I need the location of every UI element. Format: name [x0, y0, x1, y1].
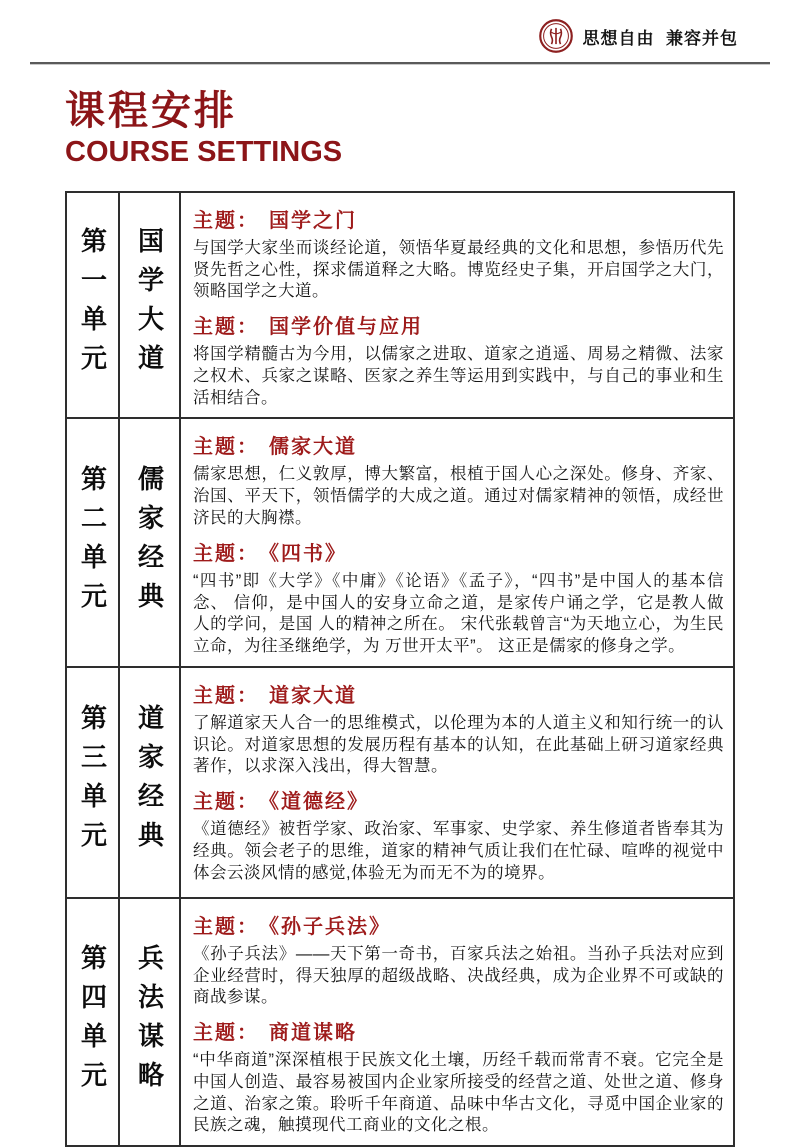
- topic-title: 《四书》: [269, 542, 347, 565]
- header: [0, 0, 800, 54]
- topic-title: 道家大道: [269, 684, 357, 707]
- header-motto: 思想自由 兼容并包: [582, 28, 738, 48]
- unit-label: 第一单元: [77, 227, 108, 384]
- unit-cell: [67, 419, 120, 665]
- unit-cell: [67, 193, 120, 418]
- content-cell: [181, 668, 733, 897]
- topic-title: 儒家大道: [269, 436, 357, 459]
- topic-heading: [193, 679, 724, 708]
- topic-label: 主题：: [193, 791, 259, 814]
- topic-label: 主题：: [193, 209, 259, 232]
- topic-heading: [193, 1016, 724, 1045]
- topic-block: [193, 910, 724, 1009]
- table-row: [67, 193, 733, 420]
- category-cell: [120, 193, 181, 418]
- page-title: 课程安排: [65, 89, 237, 133]
- unit-label: 第二单元: [77, 464, 108, 621]
- topic-label: 主题：: [193, 542, 259, 565]
- topic-body: 儒家思想，仁义敦厚，博大繁富，根植于国人心之深处。修身、齐家、治国、平天下，领悟儒学的大成之道。通过对儒家精神的领悟，成经世济民的大胸襟。: [193, 465, 724, 528]
- topic-heading: [193, 785, 724, 814]
- title-block: [0, 65, 800, 169]
- category-label: 国学大道: [134, 227, 165, 384]
- content-cell: [181, 419, 733, 665]
- topic-title: 商道谋略: [269, 1022, 357, 1045]
- unit-label: 第三单元: [77, 704, 108, 861]
- table-row: [67, 899, 733, 1145]
- topic-title: 国学价值与应用: [269, 316, 423, 339]
- category-cell: [120, 419, 181, 665]
- category-cell: [120, 668, 181, 897]
- topic-body: 《孙子兵法》——天下第一奇书，百家兵法之始祖。当孙子兵法对应到企业经营时，得天独厚的超级战略、决战经典，成为企业界不可或缺的商战参谋。: [193, 944, 724, 1007]
- topic-heading: [193, 204, 724, 233]
- table-row: [67, 419, 733, 667]
- topic-body: 与国学大家坐而谈经论道，领悟华夏最经典的文化和思想，参悟历代先贤先哲之心性，探求儒道释之大略。博览经史子集，开启国学之大门，领略国学之大道。: [193, 238, 724, 301]
- topic-label: 主题：: [193, 316, 259, 339]
- topic-heading: [193, 310, 724, 339]
- topic-heading: [193, 910, 724, 939]
- category-cell: [120, 899, 181, 1145]
- topic-block: [193, 310, 724, 409]
- topic-label: 主题：: [193, 915, 259, 938]
- topic-heading: [193, 537, 724, 566]
- category-label: 儒家经典: [134, 464, 165, 621]
- topic-block: [193, 1016, 724, 1137]
- topic-body: 将国学精髓古为今用，以儒家之进取、道家之逍遥、周易之精微、法家之权术、兵家之谋略、医家之养生等运用到实践中，与自己的事业和生活相结合。: [193, 345, 724, 407]
- topic-label: 主题：: [193, 436, 259, 459]
- topic-body: 了解道家天人合一的思维模式，以伦理为本的人道主义和知行统一的认识论。对道家思想的发展历程有基本的认知，在此基础上研习道家经典著作，以求深入浅出，得大智慧。: [193, 713, 724, 776]
- topic-block: [193, 679, 724, 778]
- topic-block: [193, 204, 724, 303]
- category-label: 兵法谋略: [134, 944, 165, 1101]
- topic-body: “四书”即《大学》《中庸》《论语》《孟子》，“四书”是中国人的基本信念、 信仰，是中国人的安身立命之道，是家传户诵之学，它是教人做人的学问，是国 人的精神之所在。 宋代张载曾言“为天地立心，为生民立命，为往圣继绝学，为 万世开太平”。 这正是儒家的修身之学。: [193, 571, 724, 656]
- university-seal-icon: [538, 18, 574, 54]
- topic-title: 《道德经》: [269, 791, 369, 814]
- topic-block: [193, 430, 724, 529]
- topic-title: 国学之门: [269, 209, 357, 232]
- topic-body: 《道德经》被哲学家、政治家、军事家、史学家、养生修道者皆奉其为经典。领会老子的思维，道家的精神气质让我们在忙碌、喧哗的视觉中体会云淡风情的感觉,体验无为而无不为的境界。: [193, 820, 724, 882]
- category-label: 道家经典: [134, 704, 165, 861]
- table-row: [67, 668, 733, 899]
- unit-cell: [67, 668, 120, 897]
- unit-label: 第四单元: [77, 944, 108, 1101]
- topic-label: 主题：: [193, 684, 259, 707]
- topic-block: [193, 537, 724, 658]
- content-cell: [181, 899, 733, 1145]
- content-cell: [181, 193, 733, 418]
- topic-label: 主题：: [193, 1022, 259, 1045]
- topic-block: [193, 785, 724, 884]
- course-table: [65, 191, 735, 1147]
- page-subtitle: COURSE SETTINGS: [65, 136, 343, 168]
- topic-heading: [193, 430, 724, 459]
- topic-title: 《孙子兵法》: [269, 915, 391, 938]
- topic-body: “中华商道”深深植根于民族文化土壤，历经千载而常青不衰。它完全是中国人创造、最容易被国内企业家所接受的经营之道、处世之道、修身之道、治家之策。聆听千年商道、品味中华古文化，寻觅中国企业家的民族之魂，触摸现代工商业的文化之根。: [193, 1051, 724, 1135]
- unit-cell: [67, 899, 120, 1145]
